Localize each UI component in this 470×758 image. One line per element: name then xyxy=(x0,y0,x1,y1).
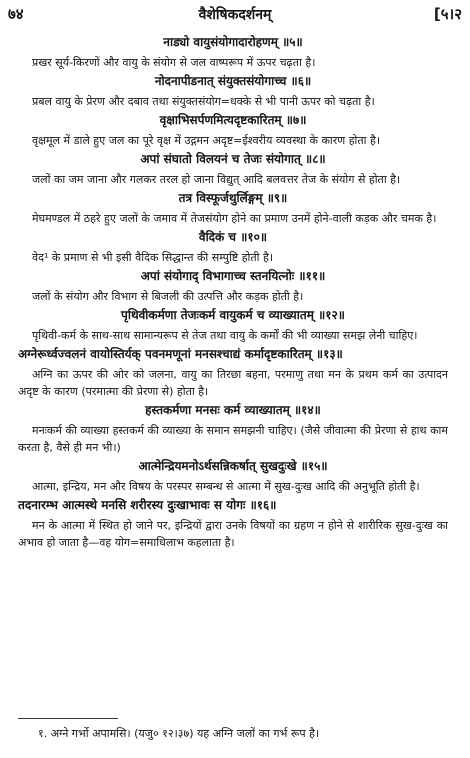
sutra-heading: हस्तकर्मणा मनसः कर्म व्याख्यातम् ॥१४॥ xyxy=(145,403,321,417)
sutra-translation: आत्मा, इन्द्रिय, मन और विषय के परस्पर सम्बन्ध से आत्मा में सुख-दुःख आदि की अनुभूति होती है। xyxy=(32,480,420,493)
footnote: १. अग्ने गर्भो अपामसि। (यजु० १२।३७) यह अग्नि जलों का गर्भ रूप है। xyxy=(38,727,320,740)
page-header xyxy=(8,4,462,26)
sutra-translation: मनःकर्म की व्याख्या हस्तकर्म की व्याख्या के समान समझनी चाहिए। (जैसे जीवात्मा की प्रेरणा से हाथ काम करता है, वैसे ही मन भी।) xyxy=(18,424,448,454)
sutra-translation: अग्नि का ऊपर की ओर को जलना, वायु का तिरछा बहना, परमाणु तथा मन के प्रथम कर्म का उत्पादन अदृष्ट के कारण (परमात्मा की प्रेरणा से) होता है। xyxy=(18,368,448,398)
sutra-translation: वृक्षमूल में डाले हुए जल का पूरे वृक्ष में उद्गमन अदृष्ट=ईश्वरीय व्यवस्था के कारण होता है। xyxy=(32,134,381,147)
running-title: वैशेषिकदर्शनम् xyxy=(198,7,272,23)
sutra-translation: मेघमण्डल में ठहरे हुए जलों के जमाव में तेजसंयोग होने का प्रमाण उनमें होने-वाली कड़क और चमक है। xyxy=(32,212,437,225)
sutra-heading: वैदिकं च ॥१०॥ xyxy=(198,230,268,244)
sutra-translation: जलों का जम जाना और गलकर तरल हो जाना विद्युत् आदि बलवत्तर तेज के संयोग से होता है। xyxy=(32,173,401,186)
footnote-divider xyxy=(18,718,118,719)
sutra-translation: वेद¹ के प्रमाण से भी इसी वैदिक सिद्धान्त की सम्पुष्टि होती है। xyxy=(32,251,274,264)
sutra-translation: प्रबल वायु के प्रेरण और दबाव तथा संयुक्तसंयोग=धक्के से भी पानी ऊपर को चढ़ता है। xyxy=(32,95,375,108)
sutra-heading: वृक्षाभिसर्पणमित्यदृष्टकारितम् ॥७॥ xyxy=(159,113,307,127)
sutra-heading: अपां संयोगाद् विभागाच्च स्तनयित्नोः ॥११॥ xyxy=(140,269,326,283)
sutra-heading: नोदनापीडनात् संयुक्तसंयोगाच्च ॥६॥ xyxy=(154,74,312,88)
section-marker: [५।२ xyxy=(433,5,462,23)
sutra-translation: पृथिवी-कर्म के साथ-साथ सामान्यरूप से तेज तथा वायु के कर्मों की भी व्याख्या समझ लेनी चाहिए। xyxy=(32,329,418,342)
sutra-translation: जलों के संयोग और विभाग से बिजली की उत्पत्ति और कड़क होती है। xyxy=(32,290,304,303)
page-body xyxy=(18,32,448,553)
sutra-heading: आत्मेन्द्रियमनोऽर्थसन्निकर्षात् सुखदुःखे ॥१५॥ xyxy=(138,459,328,473)
sutra-heading: तत्र विस्फूर्जथुर्लिङ्गम् ॥९॥ xyxy=(178,191,288,205)
sutra-heading: पृथिवीकर्मणा तेजःकर्म वायुकर्म च व्याख्यातम् ॥१२॥ xyxy=(121,308,345,322)
page-number: ७४ xyxy=(8,5,24,23)
sutra-heading: नाड्यो वायुसंयोगादारोहणम् ॥५॥ xyxy=(163,35,303,49)
sutra-heading: तदनारम्भ आत्मस्थे मनसि शरीरस्य दुःखाभावः स योगः ॥१६॥ xyxy=(18,498,277,512)
sutra-heading: अग्नेरूर्ध्वज्वलनं वायोस्तिर्यक् पवनमणूनां मनसश्चाद्यं कर्मादृष्टकारितम् ॥१३॥ xyxy=(18,347,343,361)
sutra-translation: मन के आत्मा में स्थित हो जाने पर, इन्द्रियों द्वारा उनके विषयों का ग्रहण न होने से शारीरिक सुख-दुःख का अभाव हो जाता है—वह योग=समाधिलाभ कहलाता है। xyxy=(18,519,448,549)
sutra-translation: प्रखर सूर्य-किरणों और वायु के संयोग से जल वाष्परूप में ऊपर चढ़ता है। xyxy=(32,56,316,69)
sutra-heading: अपां संघातो विलयनं च तेजः संयोगात् ॥८॥ xyxy=(140,152,326,166)
